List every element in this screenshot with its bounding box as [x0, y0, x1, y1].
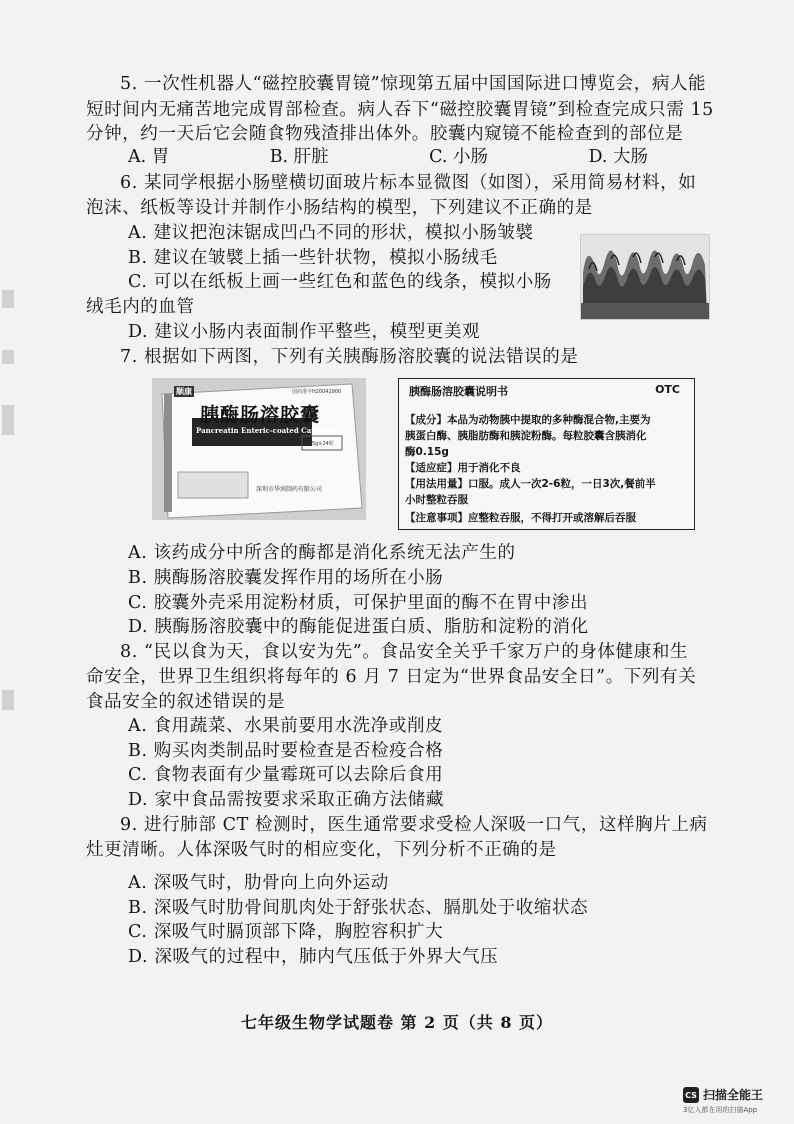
leaflet-ingredients-2: 胰蛋白酶、胰脂肪酶和胰淀粉酶。每粒胶囊含胰消化 [405, 430, 647, 442]
leaflet-precautions: 【注意事项】应整粒吞服，不得打开或溶解后吞服 [405, 512, 636, 524]
scanner-watermark [683, 1084, 789, 1120]
q8-option-b: B. 购买肉类制品时要检查是否检疫合格 [128, 741, 444, 761]
leaflet-otc: OTC [655, 383, 680, 396]
q5-options [128, 145, 648, 169]
page-footer: 七年级生物学试题卷 第 2 页（共 8 页） [240, 1013, 554, 1032]
intestine-micrograph [580, 234, 710, 320]
leaflet-ingredients-1: 【成分】本品为动物胰中提取的多种酶混合物,主要为 [405, 414, 651, 426]
q8-stem-line1: 8. “民以食为天，食以安为先”。食品安全关乎千家万户的身体健康和生 [120, 642, 689, 662]
scanner-logo-icon: CS [683, 1087, 699, 1103]
q9-stem-line1: 9. 进行肺部 CT 检测时，医生通常要求受检人深吸一口气，这样胸片上病 [120, 815, 708, 835]
margin-mark [2, 690, 14, 710]
q5-stem-line2: 短时间内无痛苦地完成胃部检查。病人吞下“磁控胶囊胃镜”到检查完成只需 15 [86, 100, 714, 120]
package-maker: 深圳市华润制药有限公司 [256, 486, 323, 493]
q6-stem-line2: 泡沫、纸板等设计并制作小肠结构的模型，下列建议不正确的是 [86, 198, 593, 218]
q8-option-c: C. 食物表面有少量霉斑可以去除后食用 [128, 765, 444, 785]
package-name-en: Pancreatin Enteric-coated Capsules [196, 426, 337, 435]
q5-option-b: B. 肝脏 [269, 147, 329, 167]
margin-mark [2, 350, 14, 364]
scanner-app-name: 扫描全能王 [703, 1088, 764, 1102]
leaflet-title: 胰酶肠溶胶囊说明书 [409, 385, 508, 398]
q5-option-a: A. 胃 [128, 147, 170, 167]
q7-option-c: C. 胶囊外壳采用淀粉材质，可保护里面的酶不在胃中渗出 [128, 593, 589, 613]
q6-option-c-cont: 绒毛内的血管 [86, 297, 195, 317]
package-brand: 顺康 [176, 387, 192, 396]
q5-stem-line1: 5. 一次性机器人“磁控胶囊胃镜”惊现第五届中国国际进口博览会，病人能 [120, 74, 707, 94]
q8-option-a: A. 食用蔬菜、水果前要用水洗净或削皮 [128, 716, 444, 736]
q6-option-d: D. 建议小肠内表面制作平整些，模型更美观 [128, 322, 481, 342]
q5-stem-line3: 分钟，约一天后它会随食物残渣排出体外。胶囊内窥镜不能检查到的部位是 [86, 124, 684, 144]
q5-option-d: D. 大肠 [588, 147, 648, 167]
q7-stem: 7. 根据如下两图，下列有关胰酶肠溶胶囊的说法错误的是 [120, 347, 579, 367]
q6-option-a: A. 建议把泡沫锯成凹凸不同的形状，模拟小肠皱襞 [128, 223, 534, 243]
package-name-cn: 胰酶肠溶胶囊 [200, 404, 321, 426]
q7-option-d: D. 胰酶肠溶胶囊中的酶能促进蛋白质、脂肪和淀粉的消化 [128, 617, 589, 637]
q7-option-b: B. 胰酶肠溶胶囊发挥作用的场所在小肠 [128, 568, 444, 588]
q9-option-c: C. 深吸气时膈顶部下降，胸腔容积扩大 [128, 922, 444, 942]
q8-option-d: D. 家中食品需按要求采取正确方法储藏 [128, 790, 444, 810]
leaflet-dosage-2: 小时整粒吞服 [405, 494, 468, 506]
q6-option-b: B. 建议在皱襞上插一些针状物，模拟小肠绒毛 [128, 248, 498, 268]
q9-stem-line2: 灶更清晰。人体深吸气时的相应变化，下列分析不正确的是 [86, 840, 557, 860]
q9-option-a: A. 深吸气时，肋骨向上向外运动 [128, 873, 389, 893]
margin-mark [2, 405, 14, 435]
leaflet-dosage-1: 【用法用量】口服。成人一次2-6粒，一日3次,餐前半 [405, 478, 656, 490]
package-approval: 国药准字H20041900 [292, 389, 342, 395]
package-spec: 0.15g×24粒 [304, 441, 334, 447]
leaflet-indication: 【适应症】用于消化不良 [405, 462, 521, 474]
scanner-tagline: 3亿人都在用的扫描App [683, 1106, 758, 1114]
q6-stem-line1: 6. 某同学根据小肠壁横切面玻片标本显微图（如图），采用简易材料，如 [120, 173, 697, 193]
q9-option-b: B. 深吸气时肋骨间肌肉处于舒张状态、膈肌处于收缩状态 [128, 898, 589, 918]
medicine-package-image [152, 378, 366, 520]
instruction-leaflet [398, 378, 695, 530]
q8-stem-line3: 食品安全的叙述错误的是 [86, 692, 286, 712]
margin-mark [2, 290, 14, 308]
q8-stem-line2: 命安全，世界卫生组织将每年的 6 月 7 日定为“世界食品安全日”。下列有关 [86, 667, 697, 687]
q9-option-d: D. 深吸气的过程中，肺内气压低于外界大气压 [128, 947, 499, 967]
q5-option-c: C. 小肠 [429, 147, 489, 167]
leaflet-ingredients-3: 酶0.15g [405, 446, 449, 458]
q6-option-c: C. 可以在纸板上画一些红色和蓝色的线条，模拟小肠 [128, 272, 552, 292]
q7-option-a: A. 该药成分中所含的酶都是消化系统无法产生的 [128, 543, 516, 563]
